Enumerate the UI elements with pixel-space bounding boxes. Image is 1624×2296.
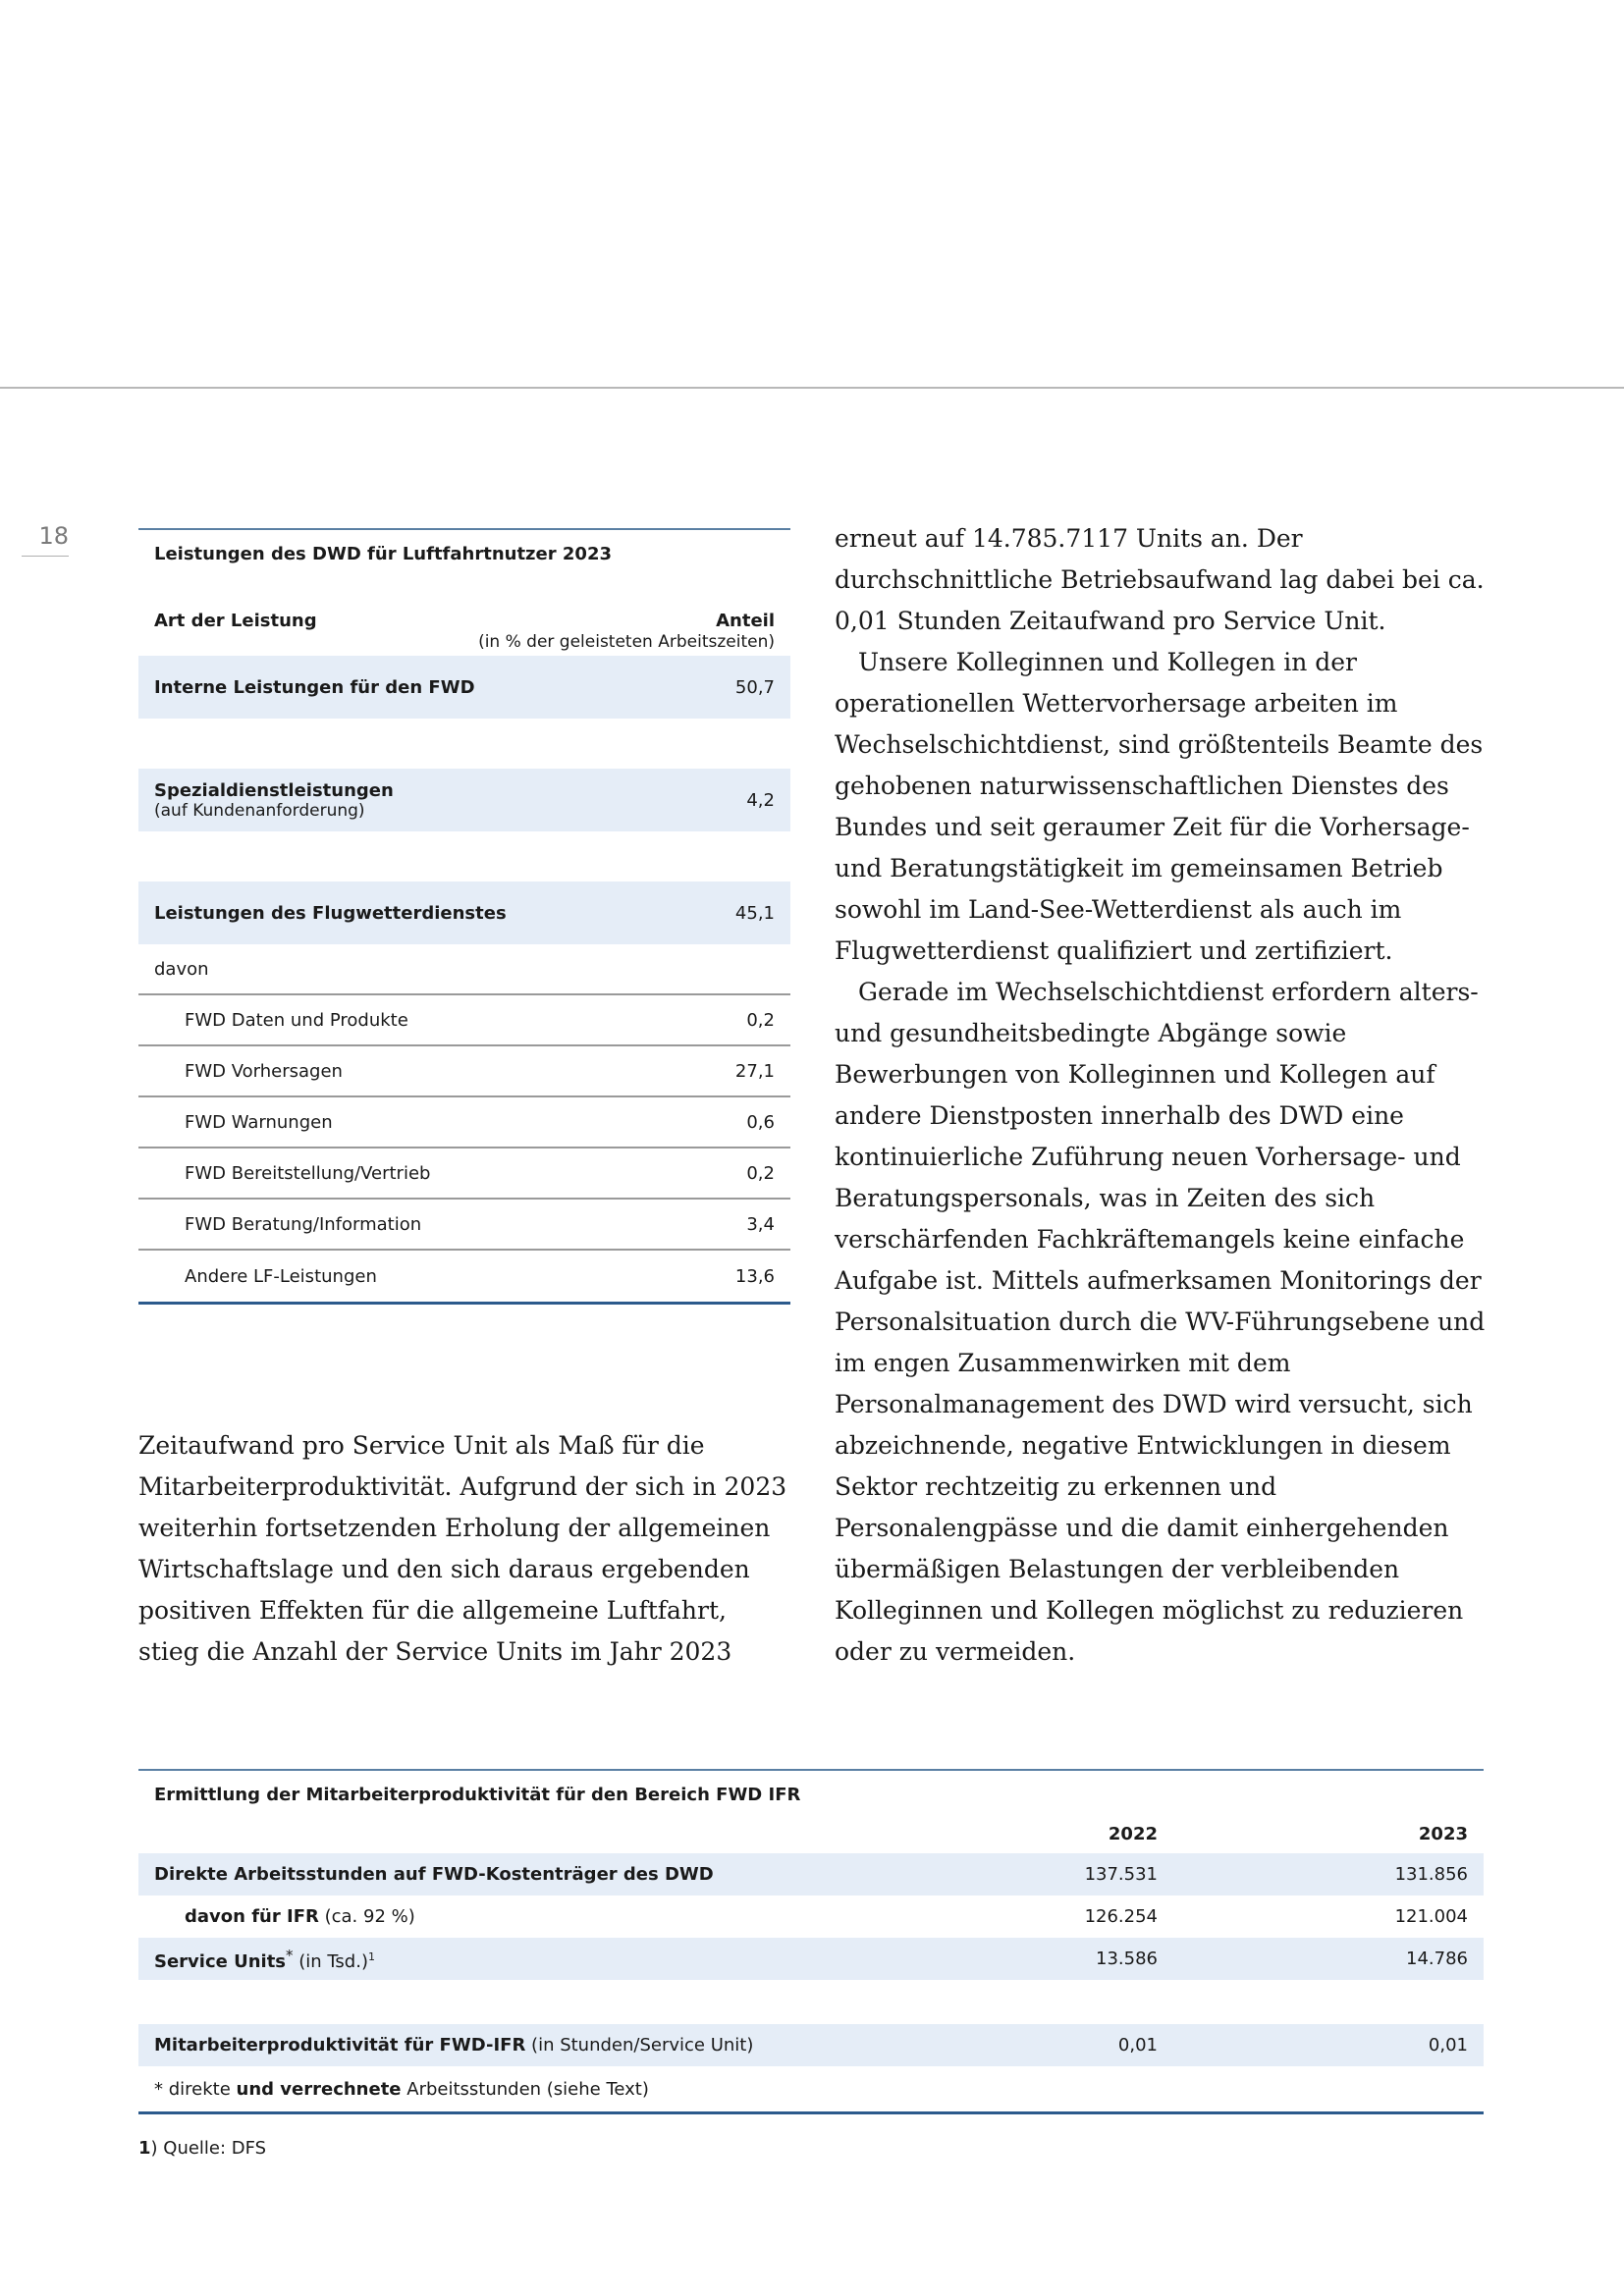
row-label: FWD Bereitstellung/Vertrieb (185, 1162, 431, 1184)
services-table (138, 528, 790, 1305)
table-row (138, 995, 790, 1046)
row-value-2023: 121.004 (1394, 1906, 1468, 1927)
row-value-2022: 0,01 (1117, 2035, 1158, 2056)
header-rule (0, 387, 1624, 389)
row-label: Spezialdienstleistungen (auf Kundenanforderung) (154, 779, 394, 821)
row-value: 0,6 (746, 1111, 775, 1133)
col-share-subtitle: (in % der geleisteten Arbeitszeiten) (478, 632, 775, 652)
services-table-header (138, 587, 790, 656)
table-row (138, 1938, 1484, 1980)
row-label: Mitarbeiterproduktivität für FWD-IFR (in Stunden/Service Unit) (154, 2035, 754, 2056)
row-value: 4,2 (746, 789, 775, 811)
table-row (138, 1148, 790, 1200)
row-label: Direkte Arbeitsstunden auf FWD-Kostenträger des DWD (154, 1864, 714, 1885)
row-value: 3,4 (746, 1213, 775, 1235)
row-value: 0,2 (746, 1162, 775, 1184)
table-row (138, 1097, 790, 1148)
col-share-header (478, 601, 775, 656)
productivity-table (138, 1769, 1484, 2114)
table-row (138, 1200, 790, 1251)
row-value-2023: 0,01 (1428, 2035, 1468, 2056)
row-label: FWD Vorhersagen (185, 1060, 343, 1082)
paragraph: erneut auf 14.785.7117 Units an. Der durchschnittliche Betriebsaufwand lag dabei bei ca. 0,01 Stunden Zeitaufwand pro Service Unit. (835, 524, 1485, 635)
page-footnote: 1) Quelle: DFS (138, 2138, 267, 2159)
table-row (138, 656, 790, 719)
table-footnote-row (138, 2066, 1484, 2111)
row-value-2022: 126.254 (1084, 1906, 1158, 1927)
davon-label: davon (154, 958, 209, 980)
table-row (138, 1853, 1484, 1896)
services-table-caption: Leistungen des DWD für Luftfahrtnutzer 2023 (154, 544, 612, 564)
paragraph: Unsere Kolleginnen und Kollegen in der operationellen Wettervorhersage arbeiten im Wechselschichtdienst, sind größtenteils Beamte des gehobenen naturwissenschaftlichen Dienstes des Bundes und seit geraumer Zeit für die Vorhersage- und Beratungstätigkeit im gemeinsamen Betrieb sowohl im Land-See-Wetterdienst als auch im Flugwetterdienst qualifiziert und zertifiziert. (835, 648, 1484, 965)
col-share-title: Anteil (716, 611, 775, 631)
col-type-header: Art der Leistung (154, 611, 317, 631)
table-row (138, 1251, 790, 1302)
table-row (138, 2024, 1484, 2066)
page-number: 18 (22, 522, 69, 557)
table-row (138, 881, 790, 944)
productivity-table-caption: Ermittlung der Mitarbeiterproduktivität für den Bereich FWD IFR (154, 1785, 801, 1805)
year-2022-header: 2022 (1108, 1823, 1158, 1844)
table-row (138, 1046, 790, 1097)
row-value-2023: 14.786 (1406, 1949, 1468, 1969)
row-label: Interne Leistungen für den FWD (154, 676, 475, 698)
row-label: Andere LF-Leistungen (185, 1265, 377, 1287)
right-column-text (835, 518, 1487, 1673)
row-value: 0,2 (746, 1009, 775, 1031)
row-label: FWD Warnungen (185, 1111, 333, 1133)
row-value-2023: 131.856 (1394, 1864, 1468, 1885)
row-value-2022: 137.531 (1084, 1864, 1158, 1885)
row-label: FWD Beratung/Information (185, 1213, 422, 1235)
paragraph: Gerade im Wechselschichtdienst erfordern alters- und gesundheitsbedingte Abgänge sowie Bewerbungen von Kolleginnen und Kollegen auf andere Dienstposten innerhalb des DWD eine kontinuierliche Zuführung neuen Vorhersage- und Beratungspersonals, was in Zeiten des sich verschärfenden Fachkräftemangels keine einfache Aufgabe ist. Mittels aufmerksamen Monitorings der Personalsituation durch die WV-Führungsebene und im engen Zusammenwirken mit dem Personalmanagement des DWD wird versucht, sich abzeichnende, negative Entwicklungen in diesem Sektor rechtzeitig zu erkennen und Personalengpässe und die damit einhergehenden übermäßigen Belastungen der verbleibenden Kolleginnen und Kollegen möglichst zu reduzieren oder zu vermeiden. (835, 978, 1486, 1666)
table-footnote: * direkte und verrechnete Arbeitsstunden (siehe Text) (154, 2078, 649, 2100)
year-2023-header: 2023 (1418, 1823, 1468, 1844)
davon-row (138, 944, 790, 995)
table-row (138, 1896, 1484, 1938)
paragraph: Zeitaufwand pro Service Unit als Maß für die Mitarbeiterproduktivität. Aufgrund der sich in 2023 weiterhin fortsetzenden Erholung der allgemeinen Wirtschaftslage und den sich daraus ergebenden positiven Effekten für die allgemeine Luftfahrt, stieg die Anzahl der Service Units im Jahr 2023 (138, 1431, 787, 1666)
row-label: davon für IFR (ca. 92 %) (185, 1906, 415, 1927)
row-value: 13,6 (734, 1265, 775, 1287)
year-header-row (138, 1814, 1484, 1853)
table-row (138, 769, 790, 831)
row-label: Leistungen des Flugwetterdienstes (154, 902, 507, 924)
left-column-text (138, 1425, 790, 1673)
row-label: Service Units* (in Tsd.)$^1$ (154, 1946, 375, 1972)
row-label: FWD Daten und Produkte (185, 1009, 408, 1031)
row-value: 50,7 (734, 676, 775, 698)
row-value: 45,1 (734, 902, 775, 924)
row-value-2022: 13.586 (1096, 1949, 1158, 1969)
row-value: 27,1 (734, 1060, 775, 1082)
